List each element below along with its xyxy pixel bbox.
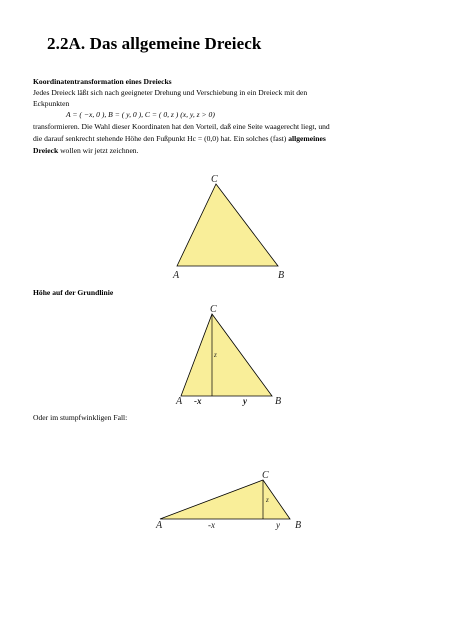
- body-text: wollen wir jetzt zeichnen.: [58, 146, 139, 155]
- section-heading-transformation: Koordinatentransformation eines Dreiecks: [33, 77, 172, 86]
- vertex-label-b: B: [275, 396, 282, 407]
- triangle-shape: [177, 184, 278, 266]
- triangle-shape: [160, 480, 290, 519]
- vertex-label-a: A: [156, 520, 163, 531]
- vertex-label-b: B: [278, 270, 285, 281]
- segment-label-x: -x: [194, 396, 202, 406]
- emphasis-text: allgemeines: [288, 134, 326, 143]
- triangle-figure-height: [0, 300, 452, 410]
- body-text-line: transformieren. Die Wahl dieser Koordinaten hat den Vorteil, daß eine Seite waagerecht liegt, und: [33, 122, 330, 131]
- body-text-line: Jedes Dreieck läßt sich nach geeigneter Drehung und Verschiebung in ein Dreieck mit den: [33, 88, 308, 97]
- body-text-line: Eckpunkten: [33, 99, 70, 108]
- triangle-figure-general: [0, 170, 452, 285]
- vertex-label-a: A: [176, 396, 183, 407]
- body-text-line: [33, 134, 326, 143]
- vertex-label-c: C: [211, 174, 218, 185]
- vertex-label-b: B: [295, 520, 302, 531]
- height-label-z: z: [214, 351, 217, 359]
- obtuse-case-caption: Oder im stumpfwinkligen Fall:: [33, 413, 128, 422]
- segment-label-y: y: [276, 520, 280, 530]
- coordinate-formula: A = ( −x, 0 ), B = ( y, 0 ), C = ( 0, z ) (x, y, z > 0): [66, 110, 215, 119]
- section-heading-height: Höhe auf der Grundlinie: [33, 288, 114, 297]
- vertex-label-a: A: [173, 270, 180, 281]
- triangle-shape: [181, 314, 272, 396]
- page-title: 2.2A. Das allgemeine Dreieck: [47, 34, 262, 53]
- segment-label-y: y: [243, 396, 247, 406]
- height-label-z: z: [266, 496, 269, 504]
- triangle-figure-obtuse: [0, 466, 452, 546]
- emphasis-text: Dreieck: [33, 146, 59, 155]
- vertex-label-c: C: [210, 304, 217, 315]
- body-text: die darauf senkrecht stehende Höhe den Fußpunkt Hc = (0,0) hat. Ein solches (fast): [33, 134, 289, 143]
- vertex-label-c: C: [262, 470, 269, 481]
- segment-label-x: -x: [208, 520, 215, 530]
- body-text-line: [33, 146, 139, 155]
